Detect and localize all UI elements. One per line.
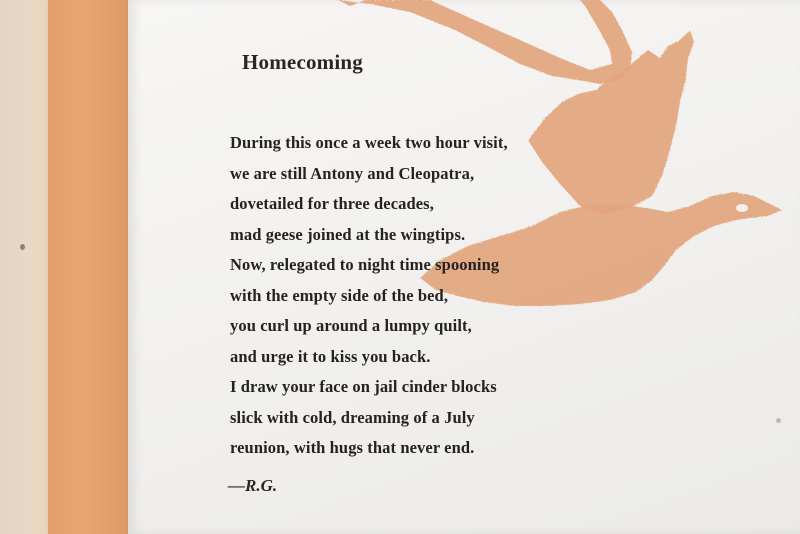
poem-line: dovetailed for three decades, [230, 194, 434, 213]
poem-line: reunion, with hugs that never end. [230, 438, 475, 457]
poem-line: I draw your face on jail cinder blocks [230, 377, 497, 396]
poem-line: and urge it to kiss you back. [230, 346, 431, 366]
dust-spot [776, 418, 781, 423]
poem-line: you curl up around a lumpy quilt, [230, 316, 472, 335]
poem-line: Now, relegated to night time spooning [230, 255, 500, 274]
goose-upper-wing [338, 0, 632, 84]
poem-title: Homecoming [242, 50, 363, 74]
poem-line: slick with cold, dreaming of a July [230, 407, 475, 427]
dust-spot [20, 244, 25, 250]
goose-eye-patch [736, 204, 748, 212]
poem-line: with the empty side of the bed, [230, 285, 449, 305]
poem-line: mad geese joined at the wingtips. [230, 224, 466, 244]
poem-signature: —R.G. [228, 476, 278, 495]
poem-line: During this once a week two hour visit, [230, 133, 508, 152]
poem-line: we are still Antony and Cleopatra, [230, 163, 475, 183]
poem-body [230, 128, 570, 464]
